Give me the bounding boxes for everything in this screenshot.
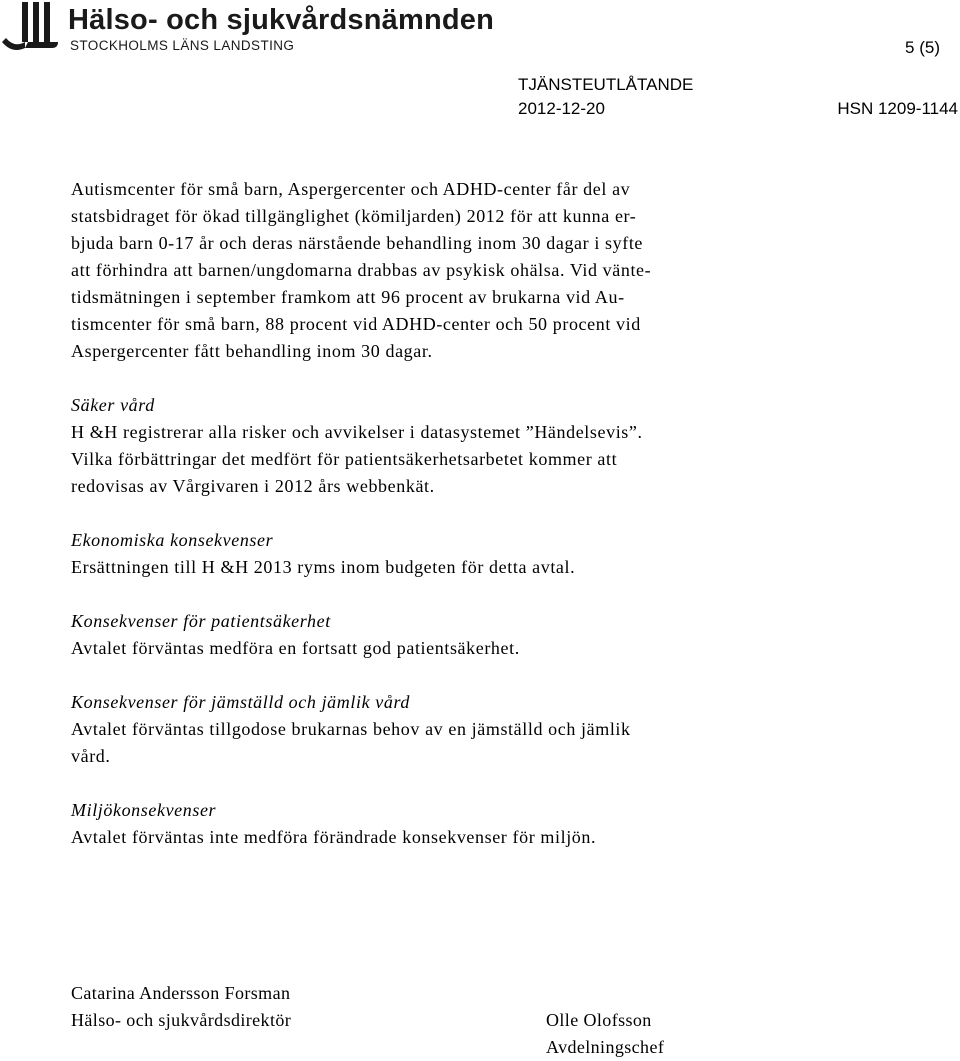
text-line: Aspergercenter fått behandling inom 30 dagar. — [71, 341, 433, 361]
section-heading-saker-vard: Säker vård — [71, 395, 155, 415]
section-text-miljo — [71, 824, 771, 851]
text-line: Autismcenter för små barn, Aspergercenter och ADHD-center får del av — [71, 179, 631, 199]
organization-logo — [2, 2, 495, 56]
text-line: bjuda barn 0-17 år och deras närstående behandling inom 30 dagar i syfte — [71, 233, 644, 253]
page-number: 5 (5) — [905, 38, 940, 57]
text-line: tidsmätningen i september framkom att 96 procent av brukarna vid Au- — [71, 287, 625, 307]
text-line: vård. — [71, 746, 111, 766]
sll-logo-mark — [2, 2, 60, 54]
document-date: 2012-12-20 — [518, 99, 605, 118]
section-heading-miljo: Miljökonsekvenser — [71, 800, 217, 820]
text-line: statsbidraget för ökad tillgänglighet (kömiljarden) 2012 för att kunna er- — [71, 206, 637, 226]
text-line: att förhindra att barnen/ungdomarna drabbas av psykisk ohälsa. Vid vänte- — [71, 260, 652, 280]
document-type: TJÄNSTEUTLÅTANDE — [518, 75, 694, 94]
section-text-saker-vard — [71, 419, 771, 500]
section-text-ekonomiska — [71, 554, 771, 581]
organization-name: Hälso- och sjukvårdsnämnden — [68, 4, 495, 36]
signatory-name: Olle Olofsson — [546, 1010, 652, 1030]
text-line: Ersättningen till H &H 2013 ryms inom budgeten för detta avtal. — [71, 557, 576, 577]
signatory-title: Hälso- och sjukvårdsdirektör — [71, 1010, 292, 1030]
text-line: Vilka förbättringar det medfört för patientsäkerhetsarbetet kommer att — [71, 449, 618, 469]
section-text-jamstalld — [71, 716, 771, 770]
intro-paragraph — [71, 176, 771, 365]
text-line: redovisas av Vårgivaren i 2012 års webbenkät. — [71, 476, 435, 496]
signatory-name: Catarina Andersson Forsman — [71, 983, 291, 1003]
section-text-patientsakerhet — [71, 635, 771, 662]
text-line: Avtalet förväntas tillgodose brukarnas behov av en jämställd och jämlik — [71, 719, 631, 739]
body-text — [71, 176, 771, 851]
section-heading-patientsakerhet: Konsekvenser för patientsäkerhet — [71, 611, 331, 631]
text-line: H &H registrerar alla risker och avvikelser i datasystemet ”Händelsevis”. — [71, 422, 643, 442]
signatory-title: Avdelningschef — [546, 1037, 665, 1057]
text-line: Avtalet förväntas medföra en fortsatt god patientsäkerhet. — [71, 638, 520, 658]
document-reference: HSN 1209-1144 — [837, 99, 958, 118]
text-line: Avtalet förväntas inte medföra förändrade konsekvenser för miljön. — [71, 827, 597, 847]
signature-right — [546, 1007, 664, 1061]
section-heading-jamstalld: Konsekvenser för jämställd och jämlik vård — [71, 692, 410, 712]
organization-subtitle: STOCKHOLMS LÄNS LANDSTING — [70, 38, 295, 53]
signature-left — [71, 980, 291, 1034]
section-heading-ekonomiska: Ekonomiska konsekvenser — [71, 530, 274, 550]
text-line: tismcenter för små barn, 88 procent vid ADHD-center och 50 procent vid — [71, 314, 641, 334]
